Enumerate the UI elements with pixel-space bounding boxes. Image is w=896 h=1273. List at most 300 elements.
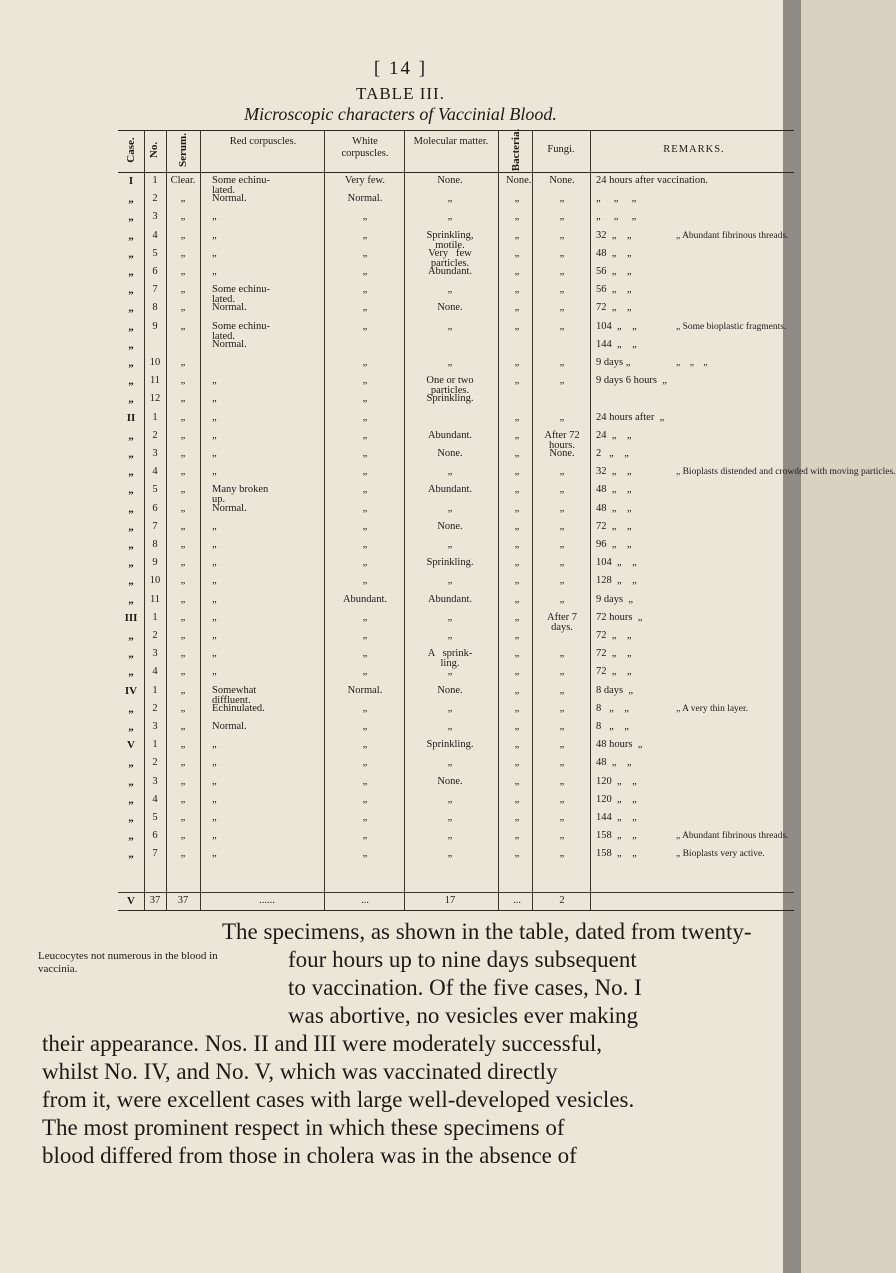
cell-red: „ <box>212 666 217 678</box>
page-number: [ 14 ] <box>373 58 428 79</box>
cell-mol: One or two particles. <box>426 375 474 397</box>
text-line: The most prominent respect in which these specimens of <box>42 1115 565 1140</box>
cell-rem: 72 hours „ <box>596 611 643 623</box>
cell-red: Echinulated. <box>212 702 265 714</box>
cell-white: Abundant. <box>342 593 388 605</box>
cell-fungi: „ <box>559 229 565 241</box>
cell-no: 5 <box>152 812 158 823</box>
cell-red: Normal. <box>212 338 247 350</box>
cell-white: „ <box>362 411 368 423</box>
cell-red: „ <box>212 775 217 787</box>
cell-no: 10 <box>149 575 161 587</box>
cell-serum: „ <box>180 193 186 205</box>
cell-mol: „ <box>447 666 453 678</box>
cell-white: Normal. <box>347 193 383 205</box>
cell-case: „ <box>128 393 134 406</box>
cell-serum: „ <box>180 793 186 805</box>
cell-no: 7 <box>152 848 158 860</box>
cell-rem: 128 „ „ <box>596 575 637 587</box>
cell-red: „ <box>212 448 217 459</box>
cell-mol: Sprinkling. <box>426 557 474 569</box>
cell-bact: „ <box>514 648 520 660</box>
cell-no: 6 <box>152 830 158 842</box>
cell-fungi: „ <box>559 484 565 496</box>
cell-no: 2 <box>152 193 158 205</box>
cell-rem: 48 „ „ <box>596 757 632 769</box>
cell-rem: 9 days „ <box>596 357 631 368</box>
cell-fungi: „ <box>559 193 565 205</box>
cell-white: „ <box>362 229 368 241</box>
cell-serum: „ <box>180 429 186 441</box>
cell-fungi: „ <box>559 593 565 605</box>
cell-red: Some echinu- lated. <box>212 284 271 306</box>
cell-serum: „ <box>180 357 186 368</box>
cell-case: „ <box>128 775 134 788</box>
cell-white: „ <box>362 575 368 587</box>
cell-rem: 144 „ „ <box>596 338 637 350</box>
cell-white: „ <box>362 739 368 751</box>
cell-no: 10 <box>149 357 161 368</box>
cell-white: „ <box>362 611 368 623</box>
cell-bact: „ <box>514 539 520 550</box>
total-white: ... <box>361 895 369 906</box>
cell-fungi: „ <box>559 357 565 368</box>
cell-case: „ <box>128 702 134 715</box>
cell-red: „ <box>212 393 217 405</box>
cell-rem: 72 „ „ <box>596 648 632 660</box>
cell-mol: „ <box>447 702 453 714</box>
cell-red: „ <box>212 739 217 751</box>
cell-white: Very few. <box>344 175 386 186</box>
cell-white: „ <box>362 247 368 259</box>
cell-mol: „ <box>447 502 453 514</box>
cell-white: „ <box>362 484 368 496</box>
cell-case: „ <box>128 229 134 242</box>
cell-white: „ <box>362 557 368 569</box>
cell-fungi: „ <box>559 848 565 860</box>
cell-mol: None. <box>437 302 463 314</box>
cell-red: „ <box>212 557 217 569</box>
cell-bact: „ <box>514 320 520 332</box>
cell-rem: 56 „ „ <box>596 284 632 296</box>
cell-bact: „ <box>514 247 520 259</box>
cell-red: Somewhat diffluent. <box>212 684 257 706</box>
cell-mol: „ <box>447 284 453 296</box>
cell-red: „ <box>212 575 217 587</box>
cell-bact: „ <box>514 193 520 205</box>
col-divider <box>590 130 591 910</box>
cell-rem: „ „ „ <box>596 193 637 205</box>
cell-mol: Sprinkling, motile. <box>426 229 474 251</box>
cell-mol: Abundant. <box>427 266 473 277</box>
cell-fungi: „ <box>559 502 565 514</box>
cell-red: „ <box>212 211 217 223</box>
cell-fungi: „ <box>559 757 565 769</box>
cell-no: 1 <box>152 739 158 751</box>
cell-bact: „ <box>514 702 520 714</box>
cell-mol: Abundant. <box>427 484 473 496</box>
cell-no: 3 <box>152 721 158 732</box>
cell-case: IV <box>124 684 138 697</box>
cell-no: 1 <box>152 175 158 186</box>
cell-mol: „ <box>447 611 453 623</box>
cell-fungi: „ <box>559 666 565 678</box>
cell-red: „ <box>212 848 217 860</box>
cell-fungi: „ <box>559 284 565 296</box>
cell-no: 4 <box>152 793 158 805</box>
cell-red: „ <box>212 375 217 387</box>
cell-serum: „ <box>180 393 186 405</box>
cell-fungi: „ <box>559 520 565 532</box>
cell-rem: 9 days 6 hours „ <box>596 375 667 387</box>
cell-serum: „ <box>180 757 186 769</box>
cell-serum: „ <box>180 484 186 496</box>
cell-case: „ <box>128 757 134 770</box>
total-fungi: 2 <box>559 895 565 906</box>
cell-white: „ <box>362 848 368 860</box>
cell-white: „ <box>362 830 368 842</box>
table-subtitle: Microscopic characters of Vaccinial Blood. <box>244 104 557 124</box>
cell-mol: Sprinkling. <box>426 393 474 405</box>
cell-no: 2 <box>152 757 158 769</box>
text-line: four hours up to nine days subsequent <box>288 947 637 972</box>
header-white-corpuscles: White corpuscles. <box>341 136 389 159</box>
cell-no: 6 <box>152 502 158 514</box>
cell-case: „ <box>128 630 134 642</box>
cell-note: „ Abundant fibrinous threads. <box>676 831 789 842</box>
cell-case: „ <box>128 593 134 606</box>
cell-fungi: „ <box>559 266 565 277</box>
cell-white: Normal. <box>347 684 383 696</box>
cell-rem: 9 days „ <box>596 593 634 605</box>
cell-mol: „ <box>447 812 453 823</box>
cell-red: „ <box>212 539 217 550</box>
cell-serum: „ <box>180 502 186 514</box>
cell-fungi: „ <box>559 375 565 387</box>
cell-red: „ <box>212 757 217 769</box>
cell-mol: „ <box>447 630 453 641</box>
data-table <box>118 128 896 910</box>
cell-white: „ <box>362 211 368 223</box>
cell-red: „ <box>212 266 217 277</box>
cell-serum: „ <box>180 557 186 569</box>
cell-white: „ <box>362 520 368 532</box>
cell-fungi: „ <box>559 702 565 714</box>
cell-rem: 48 „ „ <box>596 247 632 259</box>
cell-red: Some echinu- lated. <box>212 175 271 196</box>
cell-case: „ <box>128 793 134 806</box>
header-remarks: REMARKS. <box>663 144 725 155</box>
cell-serum: „ <box>180 830 186 842</box>
cell-serum: „ <box>180 702 186 714</box>
cell-bact: „ <box>514 793 520 805</box>
cell-fungi: „ <box>559 466 565 478</box>
cell-rem: 158 „ „ <box>596 830 637 842</box>
cell-rem: 48 hours „ <box>596 739 643 751</box>
cell-white: „ <box>362 502 368 514</box>
cell-note: „ Bioplasts very active. <box>676 849 765 860</box>
margin-note: Leucocytes not numerous in the blood in vaccinia. <box>38 950 218 975</box>
total-red: ...... <box>259 895 275 906</box>
cell-mol: „ <box>447 539 453 550</box>
cell-mol: „ <box>447 757 453 769</box>
cell-serum: „ <box>180 630 186 641</box>
cell-no: 3 <box>152 775 158 787</box>
total-bacteria: ... <box>513 895 521 906</box>
cell-case: „ <box>128 502 134 515</box>
cell-rem: 120 „ „ <box>596 775 637 787</box>
total-serum: 37 <box>177 895 189 906</box>
cell-no: 3 <box>152 448 158 459</box>
cell-mol: „ <box>447 848 453 860</box>
cell-rem: 2 „ „ <box>596 448 629 459</box>
cell-red: „ <box>212 793 217 805</box>
cell-red: „ <box>212 630 217 641</box>
cell-white: „ <box>362 648 368 660</box>
cell-bact: „ <box>514 557 520 569</box>
cell-white: „ <box>362 539 368 550</box>
cell-white: „ <box>362 375 368 387</box>
cell-serum: „ <box>180 539 186 550</box>
cell-serum: „ <box>180 848 186 860</box>
cell-mol: None. <box>437 520 463 532</box>
cell-case: „ <box>128 211 134 224</box>
cell-no: 4 <box>152 229 158 241</box>
cell-bact: „ <box>514 593 520 605</box>
cell-bact: „ <box>514 448 520 459</box>
cell-case: „ <box>128 247 134 260</box>
cell-red: „ <box>212 520 217 532</box>
totals-row <box>118 892 794 911</box>
cell-mol: „ <box>447 466 453 478</box>
cell-no: 2 <box>152 702 158 714</box>
cell-rem: 8 „ „ <box>596 721 629 732</box>
cell-bact: „ <box>514 229 520 241</box>
cell-serum: „ <box>180 739 186 751</box>
cell-fungi: „ <box>559 793 565 805</box>
cell-rem: 8 „ „ <box>596 702 629 714</box>
cell-bact: „ <box>514 266 520 277</box>
cell-rem: 144 „ „ <box>596 812 637 823</box>
cell-white: „ <box>362 266 368 277</box>
cell-case: „ <box>128 429 134 442</box>
cell-rem: 72 „ „ <box>596 666 632 678</box>
cell-serum: „ <box>180 411 186 423</box>
cell-no: 4 <box>152 666 158 678</box>
cell-case: „ <box>128 193 134 206</box>
cell-serum: „ <box>180 520 186 532</box>
cell-mol: „ <box>447 793 453 805</box>
cell-rem: 8 days „ <box>596 684 634 696</box>
cell-rem: 72 „ „ <box>596 302 632 314</box>
cell-rem: 120 „ „ <box>596 793 637 805</box>
cell-case: „ <box>128 484 134 497</box>
cell-fungi: „ <box>559 302 565 314</box>
header-bacteria: Bacteria. <box>510 128 522 172</box>
text-line: from it, were excellent cases with large well-developed vesicles. <box>42 1087 635 1112</box>
col-divider <box>200 130 201 910</box>
cell-no: 1 <box>152 411 158 423</box>
cell-no: 3 <box>152 648 158 660</box>
cell-serum: „ <box>180 448 186 459</box>
cell-case: „ <box>128 848 134 861</box>
cell-fungi: „ <box>559 721 565 732</box>
cell-case: „ <box>128 357 134 369</box>
cell-no: 2 <box>152 630 158 641</box>
cell-red: Normal. <box>212 302 247 314</box>
col-divider <box>404 130 405 910</box>
cell-red: „ <box>212 229 217 241</box>
cell-bact: „ <box>514 375 520 387</box>
cell-bact: „ <box>514 575 520 587</box>
cell-no: 5 <box>152 484 158 496</box>
cell-fungi: „ <box>559 411 565 423</box>
text-line: whilst No. IV, and No. V, which was vaccinated directly <box>42 1059 558 1084</box>
cell-bact: „ <box>514 484 520 496</box>
cell-note: „ Abundant fibrinous threads. <box>676 230 789 241</box>
cell-case: „ <box>128 539 134 551</box>
cell-case: „ <box>128 575 134 588</box>
cell-rem: 48 „ „ <box>596 484 632 496</box>
cell-bact: „ <box>514 684 520 696</box>
cell-mol: None. <box>437 448 463 459</box>
cell-serum: „ <box>180 666 186 678</box>
table-header-rule <box>118 172 794 173</box>
cell-serum: „ <box>180 375 186 387</box>
text-line: to vaccination. Of the five cases, No. I <box>288 975 642 1000</box>
cell-mol: „ <box>447 211 453 223</box>
cell-fungi: After 7 days. <box>546 611 578 633</box>
cell-red: „ <box>212 429 217 441</box>
cell-white: „ <box>362 393 368 405</box>
text-line: The specimens, as shown in the table, dated from twenty- <box>222 919 752 944</box>
cell-rem: 48 „ „ <box>596 502 632 514</box>
col-divider <box>166 130 167 910</box>
total-no: 37 <box>149 895 161 906</box>
text-line: was abortive, no vesicles ever making <box>288 1003 638 1028</box>
cell-bact: „ <box>514 466 520 478</box>
cell-no: 6 <box>152 266 158 277</box>
cell-serum: „ <box>180 247 186 259</box>
cell-bact: „ <box>514 429 520 441</box>
cell-rem: 24 „ „ <box>596 429 632 441</box>
cell-serum: „ <box>180 593 186 605</box>
cell-serum: „ <box>180 302 186 314</box>
table-top-rule <box>118 130 794 131</box>
header-fungi: Fungi. <box>547 144 575 155</box>
cell-serum: „ <box>180 320 186 332</box>
cell-fungi: „ <box>559 575 565 587</box>
cell-mol: Very few particles. <box>428 247 472 269</box>
cell-mol: „ <box>447 575 453 587</box>
cell-red: „ <box>212 611 217 623</box>
cell-white: „ <box>362 429 368 441</box>
cell-bact: „ <box>514 848 520 860</box>
cell-mol: „ <box>447 193 453 205</box>
col-divider <box>498 130 499 910</box>
cell-no: 8 <box>152 539 158 550</box>
cell-mol: A sprink- ling. <box>427 648 473 670</box>
cell-red: „ <box>212 812 217 823</box>
header-no: No. <box>148 141 160 159</box>
cell-bact: „ <box>514 502 520 514</box>
cell-no: 3 <box>152 211 158 223</box>
cell-bact: „ <box>514 666 520 678</box>
cell-bact: „ <box>514 520 520 532</box>
cell-mol: None. <box>437 684 463 696</box>
cell-no: 11 <box>149 375 161 387</box>
cell-rem: 96 „ „ <box>596 539 632 550</box>
cell-no: 8 <box>152 302 158 314</box>
header-molecular-matter: Molecular matter. <box>413 136 489 147</box>
cell-case: „ <box>128 284 134 297</box>
cell-bact: None. <box>506 175 532 186</box>
cell-no: 12 <box>149 393 161 405</box>
cell-note: „ Bioplasts distended and crowded with moving particles. <box>676 467 896 478</box>
cell-white: „ <box>362 775 368 787</box>
cell-case: „ <box>128 648 134 661</box>
cell-bact: „ <box>514 812 520 823</box>
cell-red: „ <box>212 466 217 478</box>
cell-bact: „ <box>514 302 520 314</box>
cell-serum: „ <box>180 648 186 660</box>
cell-fungi: „ <box>559 812 565 823</box>
cell-white: „ <box>362 284 368 296</box>
cell-case: „ <box>128 666 134 679</box>
cell-note: „ Some bioplastic fragments. <box>676 321 787 332</box>
cell-red: „ <box>212 648 217 660</box>
cell-rem: 104 „ „ <box>596 557 637 569</box>
cell-no: 5 <box>152 247 158 259</box>
cell-red: „ <box>212 593 217 605</box>
cell-fungi: „ <box>559 648 565 660</box>
cell-case: V <box>127 739 135 752</box>
cell-no: 2 <box>152 429 158 441</box>
cell-no: 4 <box>152 466 158 478</box>
header-case: Case. <box>125 137 137 163</box>
cell-fungi: After 72 hours. <box>544 429 580 451</box>
cell-fungi: „ <box>559 739 565 751</box>
cell-note: „ „ „ <box>676 358 708 368</box>
cell-fungi: „ <box>559 830 565 842</box>
cell-case: „ <box>128 320 134 333</box>
cell-red: Some echinu- lated. <box>212 320 271 342</box>
table-bottom-rule <box>118 910 794 911</box>
cell-red: „ <box>212 830 217 842</box>
cell-rem: 56 „ „ <box>596 266 632 277</box>
cell-rem: 32 „ „ <box>596 229 632 241</box>
cell-serum: „ <box>180 284 186 296</box>
cell-rem: 24 hours after „ <box>596 411 665 423</box>
cell-bact: „ <box>514 211 520 223</box>
cell-fungi: „ <box>559 247 565 259</box>
cell-rem: 158 „ „ <box>596 848 637 860</box>
cell-white: „ <box>362 630 368 641</box>
cell-case: II <box>126 411 136 424</box>
cell-bact: „ <box>514 757 520 769</box>
cell-bact: „ <box>514 739 520 751</box>
cell-white: „ <box>362 357 368 368</box>
cell-serum: „ <box>180 684 186 696</box>
cell-mol: None. <box>437 775 463 787</box>
cell-mol: Abundant. <box>427 429 473 441</box>
cell-case: „ <box>128 338 134 351</box>
col-divider <box>532 130 533 910</box>
text-line: blood differed from those in cholera was in the absence of <box>42 1143 577 1168</box>
cell-mol: None. <box>437 175 463 186</box>
cell-fungi: „ <box>559 684 565 696</box>
cell-serum: „ <box>180 266 186 277</box>
